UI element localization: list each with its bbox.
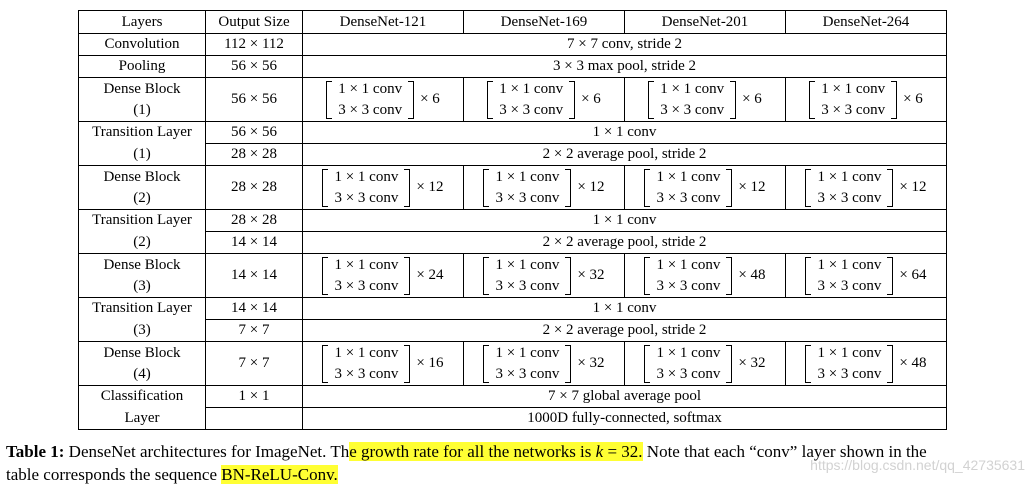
output-size-cell: 56 × 56: [206, 56, 303, 78]
table-row: [79, 408, 947, 430]
conv-3x3: 3 × 3 conv: [334, 365, 399, 382]
layer-name-cell: [79, 254, 206, 298]
dense-block-config-cell: [786, 254, 947, 298]
repeat-multiplier: × 48: [899, 355, 927, 371]
output-size-cell: 14 × 14: [206, 232, 303, 254]
dense-block-config-cell: [303, 166, 464, 210]
table-header-row: [79, 11, 947, 34]
shared-config-cell: 1 × 1 conv: [303, 122, 947, 144]
right-bracket: [404, 345, 410, 383]
table-row: [79, 254, 947, 298]
table-row: [79, 78, 947, 122]
output-size-cell: 56 × 56: [206, 78, 303, 122]
repeat-multiplier: × 12: [899, 179, 927, 195]
repeat-multiplier: × 6: [581, 91, 601, 107]
header-densenet-201: DenseNet-201: [625, 11, 786, 34]
output-size-cell: 14 × 14: [206, 298, 303, 320]
layer-name-cell: [79, 166, 206, 210]
conv-3x3: 3 × 3 conv: [817, 189, 882, 206]
right-bracket: [891, 81, 897, 119]
output-size-cell: 7 × 7: [206, 342, 303, 386]
table-row: [79, 298, 947, 320]
layer-name-cell: Transition Layer: [79, 210, 206, 232]
layer-name-cell: Transition Layer: [79, 122, 206, 144]
table-row: [79, 56, 947, 78]
right-bracket: [887, 257, 893, 295]
repeat-multiplier: × 48: [738, 267, 766, 283]
conv-3x3: 3 × 3 conv: [495, 277, 560, 294]
conv-1x1: 1 × 1 conv: [660, 80, 725, 97]
conv-1x1: 1 × 1 conv: [499, 80, 564, 97]
conv-3x3: 3 × 3 conv: [656, 277, 721, 294]
dense-block-config-cell: [625, 166, 786, 210]
conv-3x3: 3 × 3 conv: [334, 189, 399, 206]
table-row: [79, 34, 947, 56]
dense-block-config-cell: [464, 342, 625, 386]
layer-name-cell: (2): [79, 232, 206, 254]
right-bracket: [404, 169, 410, 207]
conv-1x1: 1 × 1 conv: [338, 80, 403, 97]
shared-config-cell: 2 × 2 average pool, stride 2: [303, 320, 947, 342]
caption-highlight-growth-rate: e growth rate for all the networks is k = 32.: [349, 442, 643, 461]
right-bracket: [887, 345, 893, 383]
table-row: [79, 320, 947, 342]
conv-3x3: 3 × 3 conv: [656, 365, 721, 382]
caption-text-3: table corresponds the sequence: [6, 465, 222, 484]
conv-3x3: 3 × 3 conv: [495, 365, 560, 382]
layer-name-cell: [79, 78, 206, 122]
caption-text-2: Note that each “conv” layer shown in the: [642, 442, 927, 461]
layer-name-cell: Classification: [79, 386, 206, 408]
shared-config-cell: 1000D fully-connected, softmax: [303, 408, 947, 430]
watermark-url: https://blog.csdn.net/qq_42735631: [810, 457, 1025, 473]
header-output-size: Output Size: [206, 11, 303, 34]
repeat-multiplier: × 24: [416, 267, 444, 283]
repeat-multiplier: × 12: [416, 179, 444, 195]
table-row: [79, 232, 947, 254]
conv-1x1: 1 × 1 conv: [495, 256, 560, 273]
conv-3x3: 3 × 3 conv: [817, 277, 882, 294]
repeat-multiplier: × 32: [577, 267, 605, 283]
table-row: [79, 210, 947, 232]
right-bracket: [730, 81, 736, 119]
layer-name-cell: Transition Layer: [79, 298, 206, 320]
architecture-table: [78, 10, 947, 430]
output-size-cell: 28 × 28: [206, 166, 303, 210]
conv-3x3: 3 × 3 conv: [499, 101, 564, 118]
caption-label: Table 1:: [6, 442, 65, 461]
dense-block-config-cell: [303, 254, 464, 298]
output-size-cell: 28 × 28: [206, 210, 303, 232]
layer-name: Dense Block: [103, 256, 181, 273]
repeat-multiplier: × 6: [420, 91, 440, 107]
table-row: [79, 122, 947, 144]
table-row: [79, 144, 947, 166]
layer-index: (1): [133, 101, 151, 118]
conv-3x3: 3 × 3 conv: [495, 189, 560, 206]
shared-config-cell: 3 × 3 max pool, stride 2: [303, 56, 947, 78]
caption-text-1: DenseNet architectures for ImageNet. Th: [64, 442, 350, 461]
shared-config-cell: 7 × 7 global average pool: [303, 386, 947, 408]
output-size-cell: 1 × 1: [206, 386, 303, 408]
conv-3x3: 3 × 3 conv: [660, 101, 725, 118]
layer-index: (3): [133, 277, 151, 294]
shared-config-cell: 7 × 7 conv, stride 2: [303, 34, 947, 56]
dense-block-config-cell: [625, 342, 786, 386]
conv-3x3: 3 × 3 conv: [656, 189, 721, 206]
right-bracket: [569, 81, 575, 119]
output-size-cell: 28 × 28: [206, 144, 303, 166]
header-densenet-169: DenseNet-169: [464, 11, 625, 34]
output-size-cell: 7 × 7: [206, 320, 303, 342]
shared-config-cell: 2 × 2 average pool, stride 2: [303, 232, 947, 254]
output-size-cell: 112 × 112: [206, 34, 303, 56]
table-row: [79, 342, 947, 386]
shared-config-cell: 2 × 2 average pool, stride 2: [303, 144, 947, 166]
repeat-multiplier: × 12: [738, 179, 766, 195]
layer-name-cell: Pooling: [79, 56, 206, 78]
repeat-multiplier: × 32: [577, 355, 605, 371]
layer-name-cell: (3): [79, 320, 206, 342]
repeat-multiplier: × 32: [738, 355, 766, 371]
conv-3x3: 3 × 3 conv: [821, 101, 886, 118]
conv-1x1: 1 × 1 conv: [656, 256, 721, 273]
dense-block-config-cell: [464, 254, 625, 298]
dense-block-config-cell: [625, 254, 786, 298]
conv-3x3: 3 × 3 conv: [338, 101, 403, 118]
dense-block-config-cell: [786, 342, 947, 386]
output-size-cell: [206, 408, 303, 430]
table-row: [79, 166, 947, 210]
output-size-cell: 56 × 56: [206, 122, 303, 144]
shared-config-cell: 1 × 1 conv: [303, 298, 947, 320]
layer-name: Dense Block: [103, 344, 181, 361]
conv-1x1: 1 × 1 conv: [495, 344, 560, 361]
output-size-cell: 14 × 14: [206, 254, 303, 298]
layer-name: Dense Block: [103, 168, 181, 185]
layer-index: (4): [133, 365, 151, 382]
repeat-multiplier: × 6: [903, 91, 923, 107]
dense-block-config-cell: [786, 78, 947, 122]
conv-1x1: 1 × 1 conv: [817, 344, 882, 361]
right-bracket: [726, 345, 732, 383]
dense-block-config-cell: [786, 166, 947, 210]
conv-1x1: 1 × 1 conv: [817, 256, 882, 273]
repeat-multiplier: × 64: [899, 267, 927, 283]
conv-3x3: 3 × 3 conv: [334, 277, 399, 294]
conv-1x1: 1 × 1 conv: [334, 256, 399, 273]
conv-1x1: 1 × 1 conv: [495, 168, 560, 185]
repeat-multiplier: × 12: [577, 179, 605, 195]
repeat-multiplier: × 6: [742, 91, 762, 107]
layer-name-cell: (1): [79, 144, 206, 166]
shared-config-cell: 1 × 1 conv: [303, 210, 947, 232]
right-bracket: [408, 81, 414, 119]
right-bracket: [565, 345, 571, 383]
conv-1x1: 1 × 1 conv: [821, 80, 886, 97]
layer-name-cell: [79, 342, 206, 386]
right-bracket: [565, 169, 571, 207]
layer-index: (2): [133, 189, 151, 206]
dense-block-config-cell: [303, 78, 464, 122]
right-bracket: [726, 257, 732, 295]
right-bracket: [887, 169, 893, 207]
conv-1x1: 1 × 1 conv: [656, 168, 721, 185]
layer-name: Dense Block: [103, 80, 181, 97]
dense-block-config-cell: [625, 78, 786, 122]
conv-3x3: 3 × 3 conv: [817, 365, 882, 382]
conv-1x1: 1 × 1 conv: [656, 344, 721, 361]
header-layers: Layers: [79, 11, 206, 34]
conv-1x1: 1 × 1 conv: [817, 168, 882, 185]
right-bracket: [404, 257, 410, 295]
conv-1x1: 1 × 1 conv: [334, 344, 399, 361]
header-densenet-264: DenseNet-264: [786, 11, 947, 34]
dense-block-config-cell: [464, 166, 625, 210]
right-bracket: [565, 257, 571, 295]
dense-block-config-cell: [464, 78, 625, 122]
caption-highlight-bn-relu-conv: BN-ReLU-Conv.: [221, 465, 338, 484]
repeat-multiplier: × 16: [416, 355, 444, 371]
conv-1x1: 1 × 1 conv: [334, 168, 399, 185]
dense-block-config-cell: [303, 342, 464, 386]
table-row: [79, 386, 947, 408]
layer-name-cell: Convolution: [79, 34, 206, 56]
header-densenet-121: DenseNet-121: [303, 11, 464, 34]
right-bracket: [726, 169, 732, 207]
layer-name-cell: Layer: [79, 408, 206, 430]
